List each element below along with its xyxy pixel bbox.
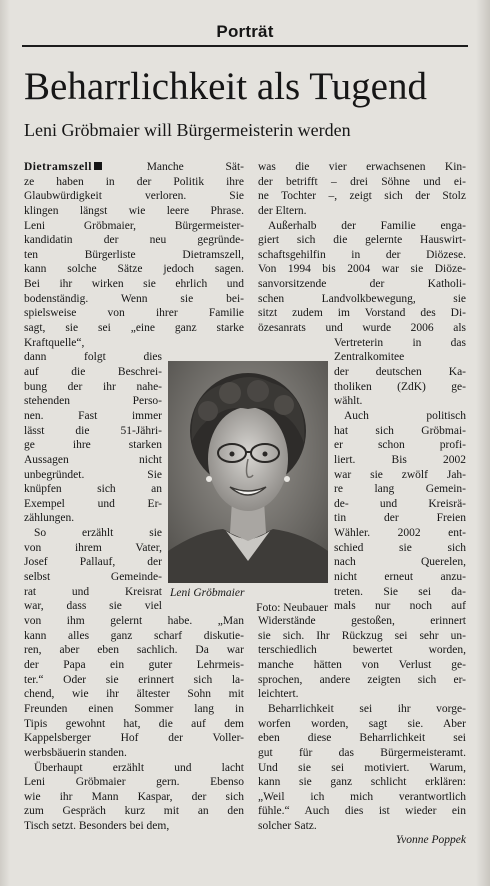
- text-line: ge ihre starken: [24, 439, 162, 452]
- text-line: knüpfen sich an: [24, 483, 162, 496]
- text-line: terschiedlich bewertet worden,: [258, 644, 466, 657]
- text-line: zählungen.: [24, 512, 75, 525]
- text-line: Beharrlichkeit sei ihr vorge-: [268, 702, 466, 715]
- text-line: treten. Sie sei da-: [334, 585, 466, 598]
- text-line: schen Landvolkbewegung, sie: [258, 292, 466, 305]
- text-line: Wähler. 2002 ent-: [334, 527, 466, 540]
- paper-edge-right: [476, 0, 490, 886]
- text-line: Exempel und Er-: [24, 497, 162, 510]
- text-line: sanvorsitzende der Katholi-: [258, 278, 466, 291]
- text-line: Und sie sei motiviert. Warum,: [258, 761, 466, 774]
- text-line: Manche Sät-: [104, 161, 244, 173]
- text-line: ren, aber eben sachlich. Da war: [24, 644, 244, 657]
- headline: Beharrlichkeit als Tugend: [24, 65, 427, 108]
- text-line: Tisch setzt. Besonders bei dem,: [24, 820, 170, 833]
- text-line: der Papa ein guter Lehrmeis-: [24, 659, 244, 672]
- kicker-rule: [22, 45, 468, 47]
- text-line: bung der ihr nahe-: [24, 380, 162, 393]
- text-line: manche hätten von Verlust ge-: [258, 659, 466, 672]
- text-line: Tipis gewohnt hat, die auf dem: [24, 717, 244, 730]
- author-byline: Yvonne Poppek: [395, 834, 466, 846]
- text-line: özesanrats und wurde 2006 als: [258, 322, 466, 335]
- left-column-bottom: [24, 614, 244, 834]
- text-line: Vertreterin in das: [334, 336, 466, 349]
- text-line: chend, wie ihr ältester Sohn mit: [24, 688, 244, 701]
- text-line: der Eltern.: [258, 204, 307, 217]
- text-line: Überhaupt erzählt und lacht: [34, 761, 244, 774]
- text-line: liert. Bis 2002: [334, 453, 466, 466]
- text-line: kann alles ganz scharf diskutie-: [24, 629, 244, 642]
- text-line: von ihrem Vater,: [24, 541, 162, 554]
- text-line: war sie zwölf Jah-: [334, 468, 466, 481]
- text-line: tholiken (ZdK) ge-: [334, 380, 466, 393]
- text-line: Kraftquelle“,: [24, 336, 85, 349]
- text-line: der deutschen Ka-: [334, 366, 466, 379]
- text-line: sie sich. Ihr Rückzug sei sehr un-: [258, 629, 466, 642]
- text-line: Freunden einen Sommer lang in: [24, 702, 244, 715]
- text-line: So erzählt sie: [34, 527, 162, 540]
- text-line: dann folgt dies: [24, 351, 162, 364]
- text-line: sagt, sie sei „eine ganz starke: [24, 322, 244, 335]
- text-line: ter.“ Oder sie erinnert sich la-: [24, 673, 244, 686]
- text-line: spielsweise von ihrer Familie: [24, 307, 244, 320]
- text-line: wie ihr Mann Kaspar, der sich: [24, 790, 244, 803]
- text-line: sprochen, andere zeigten sich er-: [258, 673, 466, 686]
- text-line: was die vier erwachsenen Kin-: [258, 161, 466, 173]
- paper-edge-left: [0, 0, 10, 886]
- text-line: nicht erneut anzu-: [334, 571, 466, 584]
- text-line: Leni Gröbmaier gern. Ebenso: [24, 776, 244, 789]
- portrait-photo: [168, 361, 328, 583]
- text-line: der betrifft – drei Söhne und ei-: [258, 175, 466, 188]
- text-line: schied sie sich: [334, 541, 466, 554]
- text-line: selbst Gemeinde-: [24, 571, 162, 583]
- text-line: gut für das Bürgermeisteramt.: [258, 746, 466, 759]
- text-line: sitzt zudem im Vorstand des Di-: [258, 307, 466, 320]
- text-line: bodenständig. Wenn sie bei-: [24, 292, 244, 305]
- text-line: ten Bürgerliste Dietramszell,: [24, 248, 244, 261]
- text-line: schaftsgehilfin in der Diözese.: [258, 248, 466, 261]
- text-line: er schon profi-: [334, 439, 466, 452]
- text-line: auf die Beschrei-: [24, 366, 162, 379]
- text-line: giert sich die gelernte Hauswirt-: [258, 234, 466, 247]
- text-line: de- und Kreisrä-: [334, 497, 466, 510]
- text-line: Leni Gröbmaier, Bürgermeister-: [24, 219, 244, 232]
- text-line: hat sich Gröbmai-: [334, 424, 466, 437]
- text-line: zum Gespräch kurz mit an den: [24, 805, 244, 818]
- text-line: solcher Satz.: [258, 820, 317, 833]
- text-line: ze haben in der Politik ihre: [24, 175, 244, 188]
- right-column-top: [258, 160, 466, 336]
- square-bullet-icon: [94, 162, 102, 170]
- text-line: Bei ihr wirken sie ehrlich und: [24, 278, 244, 291]
- text-line: Zentralkomitee: [334, 351, 405, 364]
- subheadline: Leni Gröbmaier will Bürgermeisterin werden: [24, 120, 351, 140]
- text-line: „Weil ich mich verantwortlich: [258, 790, 466, 803]
- right-column-narrow: [334, 336, 466, 614]
- text-line: kandidatin der neu gegründe-: [24, 234, 244, 247]
- text-line: werbsbäuerin standen.: [24, 746, 127, 759]
- text-line: lässt die 51-Jähri-: [24, 424, 162, 437]
- photo-credit: Foto: Neubauer: [256, 602, 328, 614]
- text-line: von ihm gelernt habe. „Man: [24, 615, 244, 628]
- right-column-bottom: [258, 614, 466, 834]
- text-line: Aussagen nicht: [24, 453, 162, 466]
- photo-caption: [170, 586, 328, 616]
- text-line: nen. Fast immer: [24, 409, 162, 422]
- text-line: Glaubwürdigkeit verloren. Sie: [24, 190, 244, 203]
- text-line: unbegründet. Sie: [24, 468, 162, 481]
- text-line: Widerstände gestoßen, erinnert: [258, 615, 466, 628]
- text-line: mals nur noch auf: [334, 600, 466, 613]
- text-line: ne Tochter –, zeigt sich der Stolz: [258, 190, 466, 203]
- text-line: kann sie ganz schlicht erklären:: [258, 776, 466, 789]
- text-line: leichtert.: [258, 688, 299, 701]
- text-line: war, dass sie viel: [24, 600, 162, 613]
- text-line: Kappelsberger Hof der Voller-: [24, 732, 244, 745]
- caption-name: Leni Gröbmaier: [170, 587, 245, 599]
- text-line: Auch politisch: [344, 410, 466, 422]
- left-column-narrow: [24, 350, 162, 614]
- text-line: Außerhalb der Familie enga-: [268, 219, 466, 232]
- text-line: re lang Gemein-: [334, 483, 466, 496]
- text-line: Josef Pallauf, der: [24, 556, 162, 569]
- text-line: nach Querelen,: [334, 556, 466, 569]
- left-column-top: [24, 160, 244, 350]
- text-line: [24, 160, 244, 175]
- section-kicker: Porträt: [216, 22, 274, 41]
- text-line: kann solche Sätze jedoch sagen.: [24, 263, 244, 276]
- text-line: eben diese Beharrlichkeit sei: [258, 732, 466, 745]
- text-line: tin der Freien: [334, 512, 466, 525]
- text-line: rat und Kreisrat: [24, 585, 162, 598]
- dateline: Dietramszell: [24, 161, 92, 173]
- text-line: wählt.: [334, 395, 363, 408]
- text-line: klingen längst wie leere Phrase.: [24, 204, 244, 217]
- text-line: worfen worden, sagt sie. Aber: [258, 717, 466, 730]
- text-line: stehenden Perso-: [24, 395, 162, 408]
- text-line: fühle.“ Auch dies ist wieder ein: [258, 805, 466, 818]
- text-line: Von 1994 bis 2004 war sie Diöze-: [258, 263, 466, 276]
